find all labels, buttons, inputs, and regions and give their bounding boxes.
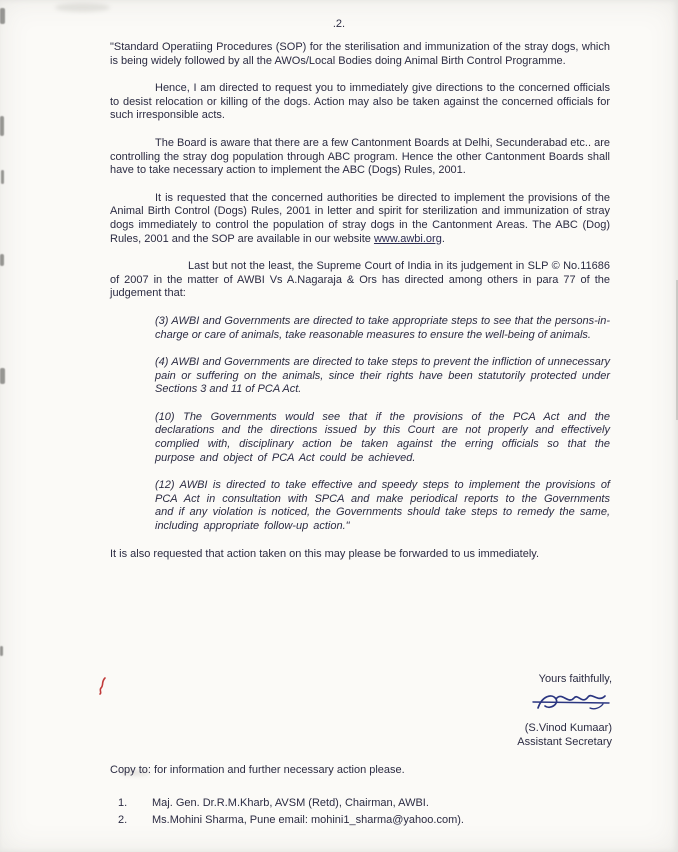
- red-pen-mark: [96, 676, 110, 696]
- paragraph-requested-text: It is requested that the concerned authorities be directed to implement the provisions of the Animal Birth Control (Dogs) Rules, 2001 in letter and spirit for sterilization and immunization of stray dogs immediately to control the population of stray dogs in the Cantonment Areas. The ABC (Dog) Rules, 2001 and the SOP are available in our website: [110, 191, 610, 245]
- judgement-quote-12: (12) AWBI is directed to take effective and speedy steps to implement the provisions of PCA Act in consultation with SPCA and make periodical reports to the Governments and if any violation is noticed, the Governments should take steps to remedy the same, including appropriate follow-up action.": [155, 479, 610, 533]
- scan-artifact: [0, 254, 4, 266]
- judgement-quote-4: (4) AWBI and Governments are directed to take steps to prevent the infliction of unnecessary pain or suffering on the animals, since their rights have been statutorily protected under Sections 3 and 11 of PCA Act.: [155, 356, 610, 396]
- paragraph-board: The Board is aware that there are a few Cantonment Boards at Delhi, Secunderabad etc.. are controlling the stray dog population through ABC program. Hence the other Cantonment Boards shall have to take necessary action to implement the ABC (Dogs) Rules, 2001.: [110, 136, 610, 177]
- list-item-text: Ms.Mohini Sharma, Pune email: mohini1_sharma@yahoo.com).: [152, 814, 464, 826]
- judgement-quote-10: (10) The Governments would see that if the provisions of the PCA Act and the declarations and the directions issued by this Court are not properly and effectively complied with, disciplinary action be taken against the erring officials so that the purpose and object of PCA Act could be achieved.: [155, 410, 610, 464]
- page-number: .2.: [332, 18, 346, 30]
- paragraph-closing: It is also requested that action taken on this may please be forwarded to us immediately.: [110, 547, 540, 560]
- awbi-website-link[interactable]: www.awbi.org: [373, 232, 442, 245]
- paragraph-sop: "Standard Operatiing Procedures (SOP) for the sterilisation and immunization of the stray dogs, which is being widely followed by all the AWOs/Local Bodies doing Animal Birth Control Programme.: [110, 41, 610, 67]
- copy-to-heading: Copy to: for information and further necessary action please.: [110, 764, 405, 776]
- copy-to-section: [110, 763, 610, 830]
- paragraph-hence: Hence, I am directed to request you to immediately give directions to the concerned officials to desist relocation or killing of the dogs. Action may also be taken against the concerned officials for such irresponsible acts.: [110, 82, 610, 122]
- scan-artifact: [0, 116, 4, 136]
- list-item: [110, 813, 610, 827]
- valediction: Yours faithfully,: [538, 673, 612, 685]
- signature-block: [517, 672, 612, 749]
- scan-artifact: [1, 170, 4, 184]
- scan-artifact: [0, 368, 5, 384]
- scan-smudge: [55, 3, 110, 12]
- paragraph-requested: [110, 192, 610, 246]
- paragraph-supreme-court: Last but not the least, the Supreme Court of India in its judgement in SLP © No.11686 of 2007 in the matter of AWBI Vs A.Nagaraja & Ors has directed among others in para 77 of the judgement that:: [110, 260, 610, 300]
- list-item: [110, 796, 610, 810]
- handwritten-signature: [517, 688, 612, 720]
- list-item-text: Maj. Gen. Dr.R.M.Kharb, AVSM (Retd), Chairman, AWBI.: [152, 797, 429, 809]
- list-item-number: 2.: [118, 814, 128, 826]
- judgement-quote-3: (3) AWBI and Governments are directed to take appropriate steps to see that the persons-in-charge or care of animals, take reasonable measures to ensure the well-being of animals.: [155, 314, 610, 341]
- scan-artifact: [0, 646, 3, 656]
- copy-to-list: [110, 796, 610, 827]
- signatory-name: (S.Vinod Kumaar): [524, 722, 612, 734]
- list-item-number: 1.: [118, 797, 128, 809]
- signatory-title: Assistant Secretary: [517, 736, 612, 748]
- letter-body: [110, 41, 610, 561]
- paragraph-requested-period: .: [441, 232, 445, 245]
